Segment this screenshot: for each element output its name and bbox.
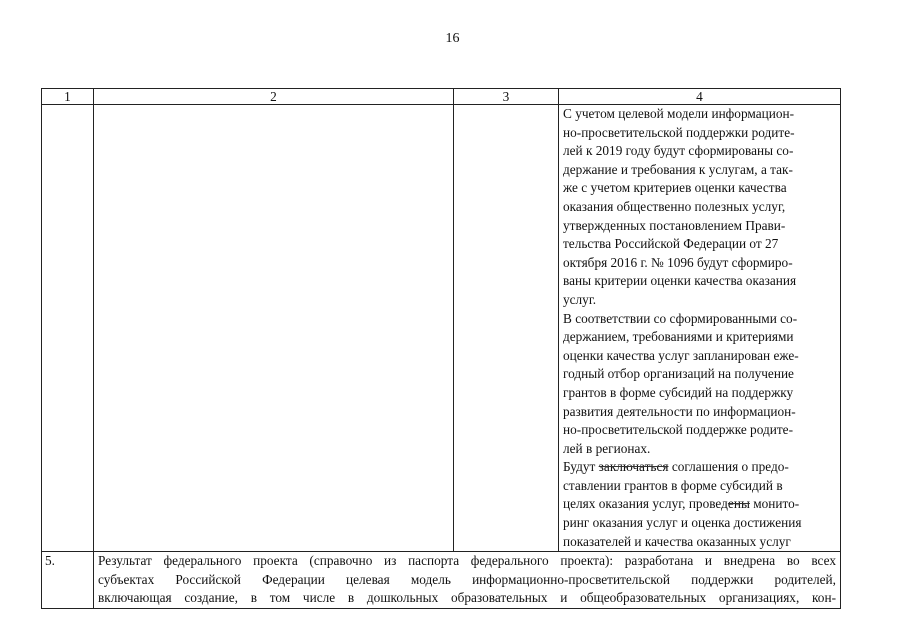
text-line: грантов в форме субсидий на поддержку — [563, 384, 794, 400]
text-line: субъектах Российской Федерации целевая модель информационно-просветительской поддержки родителей, — [98, 571, 836, 587]
struck-word: ены — [727, 496, 750, 512]
text-line: же с учетом критериев оценки качества — [563, 180, 787, 196]
text-line: лей к 2019 году будут сформированы со- — [563, 143, 794, 159]
cell-col2 — [94, 105, 454, 552]
result-text — [94, 552, 841, 609]
cell-col3 — [454, 105, 559, 552]
column-header-1: 1 — [42, 89, 94, 105]
cell-col1 — [42, 105, 94, 552]
text-line: развития деятельности по информацион- — [563, 403, 796, 419]
column-header-4: 4 — [559, 89, 841, 105]
struck-word: заключаться — [598, 459, 669, 475]
result-number: 5. — [42, 552, 94, 609]
text-line: октября 2016 г. № 1096 будут сформиро- — [563, 254, 793, 270]
text-line: лей в регионах. — [563, 440, 651, 456]
text-line: утвержденных постановлением Прави- — [563, 217, 786, 233]
text-line: держанием, требованиями и критериями — [563, 329, 794, 345]
text-line: но-просветительской поддержке родите- — [563, 422, 793, 438]
column-header-2: 2 — [94, 89, 454, 105]
text-line: показателей и качества оказанных услуг — [563, 533, 791, 549]
text-line: ринг оказания услуг и оценка достижения — [563, 515, 802, 531]
text-line: тельства Российской Федерации от 27 — [563, 236, 779, 252]
table-row — [42, 105, 841, 552]
text-line: услуг. — [563, 291, 597, 307]
text-line: С учетом целевой модели информацион- — [563, 106, 795, 121]
text-line: оценки качества услуг запланирован еже- — [563, 347, 799, 363]
document-table — [41, 88, 841, 609]
text-line: оказания общественно полезных услуг, — [563, 198, 786, 214]
text-line: ваны критерии оценки качества оказания — [563, 273, 797, 289]
text-line: годный отбор организаций на получение — [563, 366, 794, 382]
text-line: В соответствии со сформированными со- — [563, 310, 798, 326]
text-line: целях оказания услуг, проведены монито- — [563, 496, 800, 512]
text-line: ставлении грантов в форме субсидий в — [563, 477, 783, 493]
result-row — [42, 552, 841, 609]
text-line: Результат федерального проекта (справочно из паспорта федерального проекта): разработана и внедрена во всех — [98, 553, 836, 569]
column-header-3: 3 — [454, 89, 559, 105]
text-line: включающая создание, в том числе в дошкольных образовательных и общеобразовательных организациях, кон- — [98, 590, 836, 606]
text-line: держание и требования к услугам, а так- — [563, 161, 793, 177]
header-row — [42, 89, 841, 105]
text-line: но-просветительской поддержки родите- — [563, 124, 795, 140]
text-line: Будут заключаться соглашения о предо- — [563, 459, 789, 475]
page-number: 16 — [445, 31, 460, 46]
cell-col4-text — [559, 105, 841, 552]
